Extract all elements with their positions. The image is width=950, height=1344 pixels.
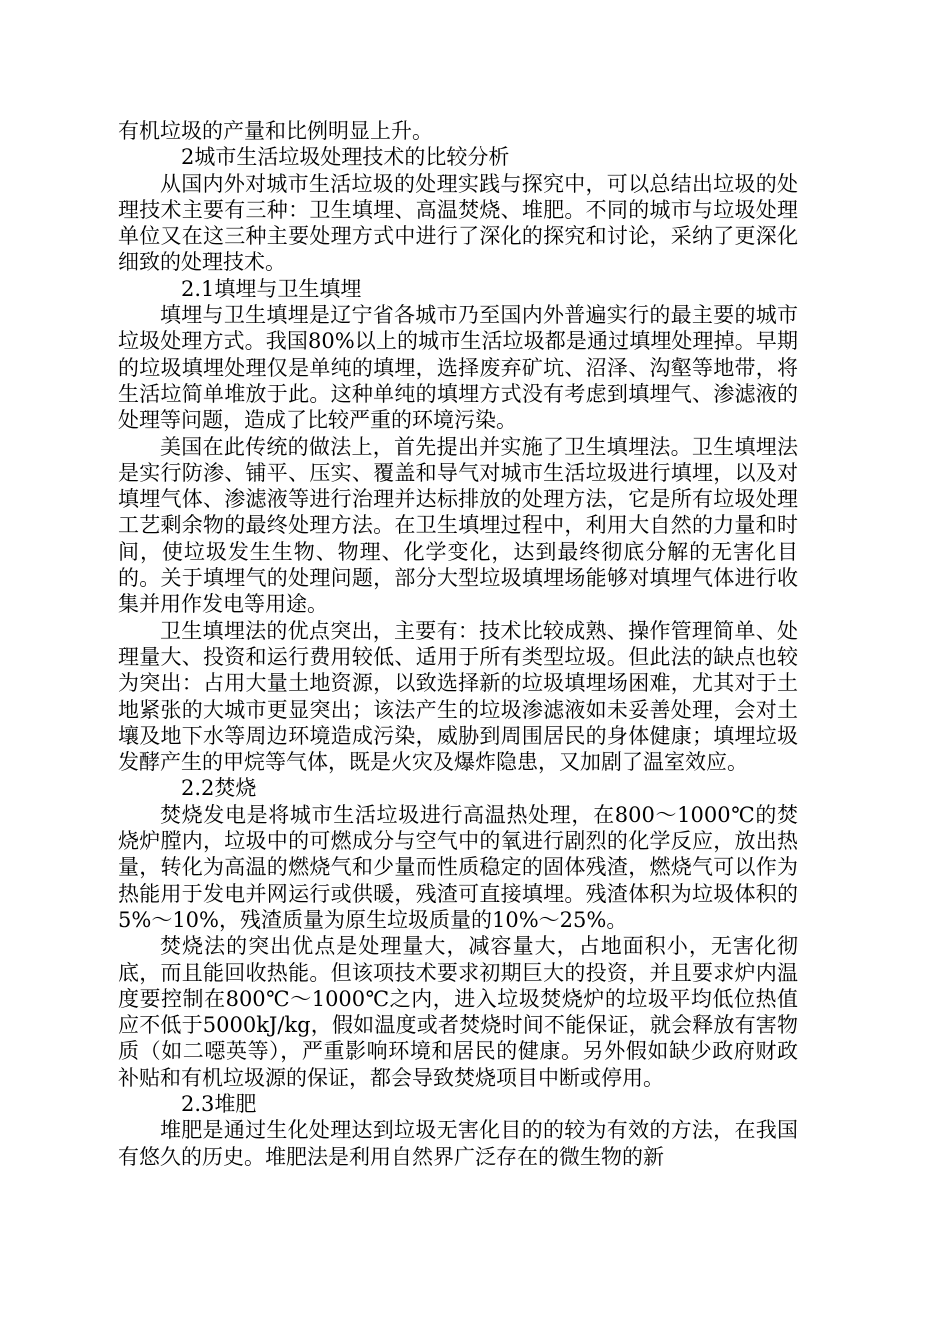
document-page bbox=[118, 118, 798, 1170]
paragraph-overview: 从国内外对城市生活垃圾的处理实践与探究中，可以总结出垃圾的处理技术主要有三种：卫生填埋、高温焚烧、堆肥。不同的城市与垃圾处理单位又在这三种主要处理方式中进行了深化的探究和讨论，采纳了更深化细致的处理技术。 bbox=[118, 171, 798, 275]
paragraph-incineration-pros-cons: 焚烧法的突出优点是处理量大，减容量大，占地面积小，无害化彻底，而且能回收热能。但该项技术要求初期巨大的投资，并且要求炉内温度要控制在800℃～1000℃之内，进入垃圾焚烧炉的垃圾平均低位热值应不低于5000kJ/kg，假如温度或者焚烧时间不能保证，就会释放有害物质（如二噁英等），严重影响环境和居民的健康。另外假如缺少政府财政补贴和有机垃圾源的保证，都会导致焚烧项目中断或停用。 bbox=[118, 934, 798, 1090]
section-heading-2-3: 2.3堆肥 bbox=[181, 1091, 257, 1116]
paragraph-incineration-intro: 焚烧发电是将城市生活垃圾进行高温热处理，在800～1000℃的焚烧炉膛内，垃圾中的可燃成分与空气中的氧进行剧烈的化学反应，放出热量，转化为高温的燃烧气和少量而性质稳定的固体残渣，燃烧气可以作为热能用于发电并网运行或供暖，残渣可直接填埋。残渣体积为垃圾体积的5%～10%，残渣质量为原生垃圾质量的10%～25%。 bbox=[118, 802, 798, 932]
paragraph-landfill-intro: 填埋与卫生填埋是辽宁省各城市乃至国内外普遍实行的最主要的城市垃圾处理方式。我国80%以上的城市生活垃圾都是通过填埋处理掉。早期的垃圾填埋处理仅是单纯的填埋，选择废弃矿坑、沼泽、沟壑等地带，将生活垃简单堆放于此。这种单纯的填埋方式没有考虑到填埋气、渗滤液的处理等问题，造成了比较严重的环境污染。 bbox=[118, 303, 798, 433]
paragraph-composting-intro: 堆肥是通过生化处理达到垃圾无害化目的的较为有效的方法，在我国有悠久的历史。堆肥法是利用自然界广泛存在的微生物的新 bbox=[118, 1118, 798, 1169]
paragraph-continuation: 有机垃圾的产量和比例明显上升。 bbox=[118, 119, 433, 143]
section-heading-2-1: 2.1填埋与卫生填埋 bbox=[181, 276, 362, 301]
paragraph-landfill-pros-cons: 卫生填埋法的优点突出，主要有：技术比较成熟、操作管理简单、处理量大、投资和运行费用较低、适用于所有类型垃圾。但此法的缺点也较为突出：占用大量土地资源，以致选择新的垃圾填埋场困难，尤其对于土地紧张的大城市更显突出；该法产生的垃圾渗滤液如未妥善处理，会对土壤及地下水等周边环境造成污染，威胁到周围居民的身体健康；填埋垃圾发酵产生的甲烷等气体，既是火灾及爆炸隐患，又加剧了温室效应。 bbox=[118, 618, 798, 775]
paragraph-sanitary-landfill: 美国在此传统的做法上，首先提出并实施了卫生填埋法。卫生填埋法是实行防渗、铺平、压实、覆盖和导气对城市生活垃圾进行填埋，以及对填埋气体、渗滤液等进行治理并达标排放的处理方法，它是所有垃圾处理工艺剩余物的最终处理方法。在卫生填埋过程中，利用大自然的力量和时间，使垃圾发生生物、物理、化学变化，达到最终彻底分解的无害化目的。关于填埋气的处理问题，部分大型垃圾填埋场能够对填埋气体进行收集并用作发电等用途。 bbox=[118, 434, 798, 617]
section-heading-2: 2城市生活垃圾处理技术的比较分析 bbox=[181, 145, 510, 170]
section-heading-2-2: 2.2焚烧 bbox=[181, 776, 257, 801]
